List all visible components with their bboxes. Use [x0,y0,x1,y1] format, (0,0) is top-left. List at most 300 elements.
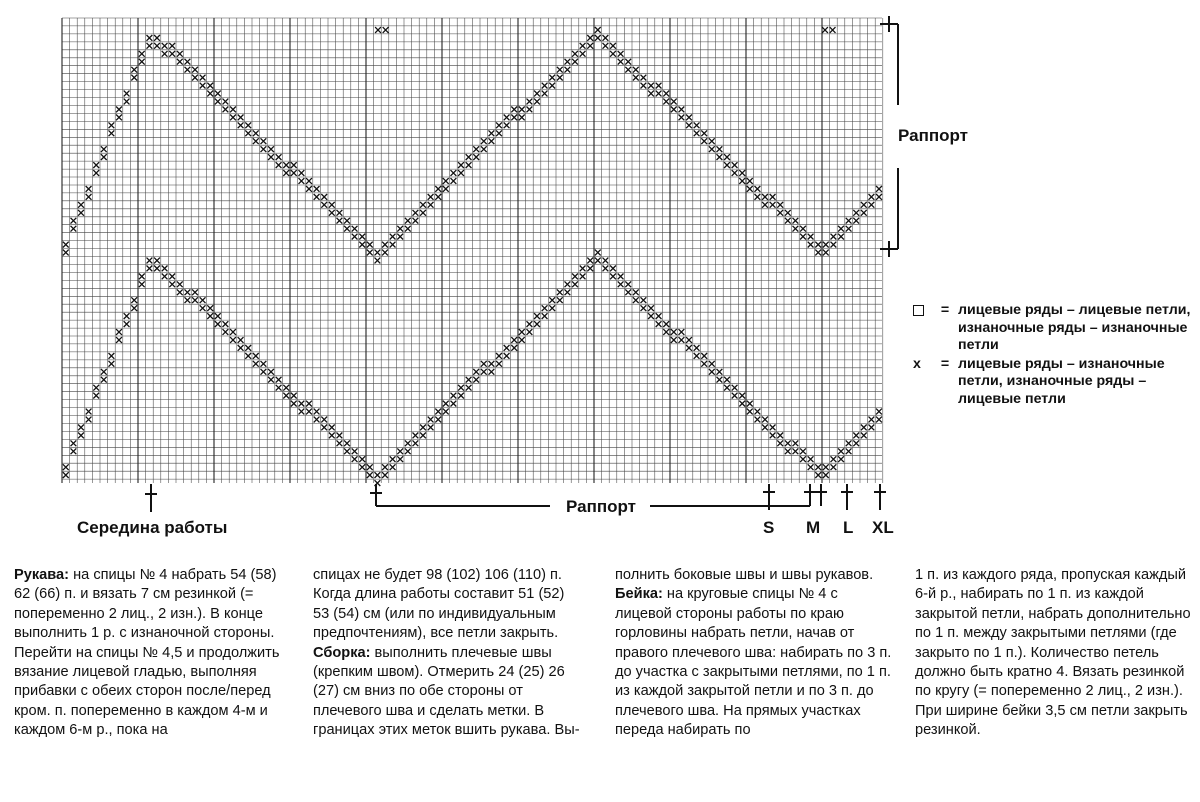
purl-stitch-upper [253,130,259,136]
purl-stitch-lower [192,289,198,295]
purl-stitch-upper [169,43,175,49]
purl-stitch-lower [846,440,852,446]
purl-stitch-lower [329,433,335,439]
purl-stitch-upper [147,35,153,41]
purl-stitch-upper [337,218,343,224]
purl-stitch-lower [291,401,297,407]
purl-stitch-upper [777,210,783,216]
purl-stitch-upper [200,83,206,89]
purl-stitch-lower [78,425,84,431]
purl-stitch-lower [420,425,426,431]
purl-stitch-upper [641,75,647,81]
purl-stitch-upper [93,170,99,176]
purl-stitch-lower [671,329,677,335]
purl-stitch-upper [572,59,578,65]
purl-stitch-upper [63,250,69,256]
purl-stitch-upper [701,138,707,144]
purl-stitch-lower [656,321,662,327]
purl-stitch-lower [109,361,115,367]
purl-stitch-upper [162,43,168,49]
purl-stitch-lower [686,345,692,351]
purl-stitch-upper [71,218,77,224]
purl-stitch-lower [268,377,274,383]
purl-stitch-lower [732,385,738,391]
purl-stitch-lower [245,353,251,359]
purl-stitch-upper [413,218,419,224]
purl-stitch-lower [245,345,251,351]
purl-stitch-upper [466,154,472,160]
section-body: спицах не будет 98 (102) 106 (110) п. Когда длина работы составит 51 (52) 53 (54) см (или по индивидуальным предпочтениям), все петли закрыть. [313,567,565,642]
purl-stitch-lower [648,313,654,319]
purl-stitch-lower [869,417,875,423]
purl-stitch-upper [306,178,312,184]
purl-stitch-lower [131,297,137,303]
purl-stitch-lower [382,472,388,478]
purl-stitch-upper [382,250,388,256]
purl-stitch-upper [565,59,571,65]
purl-stitch-lower [147,258,153,264]
purl-stitch-upper [739,170,745,176]
purl-stitch-upper [245,130,251,136]
purl-stitch-lower [747,409,753,415]
purl-stitch-lower [823,472,829,478]
purl-stitch-lower [382,464,388,470]
purl-stitch-lower [116,337,122,343]
purl-stitch-lower [276,377,282,383]
purl-stitch-lower [724,377,730,383]
purl-stitch-upper [268,146,274,152]
purl-stitch-lower [527,329,533,335]
purl-stitch-upper [603,43,609,49]
purl-stitch-upper [109,122,115,128]
purl-stitch-lower [314,409,320,415]
purl-stitch-lower [458,385,464,391]
purl-stitch-lower [215,313,221,319]
purl-stitch-upper [481,146,487,152]
purl-stitch-lower [595,258,601,264]
purl-stitch-upper [679,107,685,113]
purl-stitch-lower [663,321,669,327]
purl-stitch-lower [397,448,403,454]
purl-stitch-lower [147,266,153,272]
purl-stitch-lower [838,448,844,454]
purl-stitch-upper [443,186,449,192]
purl-stitch-lower [861,433,867,439]
purl-stitch-lower [800,448,806,454]
purl-stitch-upper [283,162,289,168]
purl-stitch-lower [671,337,677,343]
purl-stitch-lower [542,313,548,319]
purl-stitch-upper [306,186,312,192]
purl-stitch-lower [679,337,685,343]
purl-stitch-upper [671,99,677,105]
purl-stitch-upper [846,218,852,224]
purl-stitch-lower [595,250,601,256]
purl-stitch-lower [739,401,745,407]
purl-stitch-lower [451,393,457,399]
purl-stitch-upper [694,122,700,128]
purl-stitch-lower [359,464,365,470]
purl-stitch-upper [230,115,236,121]
purl-stitch-upper [793,218,799,224]
purl-stitch-upper [549,75,555,81]
purl-stitch-upper [215,99,221,105]
purl-stitch-upper [823,242,829,248]
purl-stitch-lower [443,409,449,415]
purl-stitch-lower [755,409,761,415]
purl-stitch-lower [717,377,723,383]
section-heading-neckband: Бейка: [615,586,663,603]
text-column-4 [915,566,1197,741]
purl-stitch-upper [253,138,259,144]
purl-stitch-upper [853,218,859,224]
purl-stitch-lower [808,464,814,470]
purl-stitch-upper [549,83,555,89]
purl-stitch-lower [694,353,700,359]
purl-stitch-upper [876,194,882,200]
purl-stitch-upper [131,67,137,73]
purl-stitch-upper [200,75,206,81]
purl-stitch-upper [618,59,624,65]
purl-stitch-lower [633,297,639,303]
purl-stitch-upper [755,186,761,192]
purl-stitch-upper [633,67,639,73]
purl-stitch-upper [435,186,441,192]
purl-stitch-upper [359,242,365,248]
purl-stitch-lower [131,305,137,311]
purl-stitch-lower [876,417,882,423]
purl-stitch-lower [565,281,571,287]
purl-stitch-upper [124,91,130,97]
purl-stitch-lower [694,345,700,351]
purl-stitch-lower [390,464,396,470]
purl-stitch-upper [838,234,844,240]
square-symbol-icon [913,302,932,355]
purl-stitch-lower [443,401,449,407]
purl-stitch-lower [648,305,654,311]
purl-stitch-upper [177,59,183,65]
purl-stitch-lower [831,456,837,462]
purl-stitch-lower [405,448,411,454]
legend-equals: = [940,355,950,372]
purl-stitch-upper [314,186,320,192]
purl-stitch-lower [557,297,563,303]
legend-text: лицевые ряды – изнаночные петли, изнаночные ряды – лицевые петли [958,355,1165,407]
purl-stitch-lower [238,345,244,351]
section-body: выполнить плечевые швы (крепким швом). Отмерить 24 (25) 26 (27) см вниз по обе стороны от плечевого шва и сделать метки. В границах этих меток вшить рукава. Вы- [313,644,580,739]
purl-stitch-upper [876,186,882,192]
purl-stitch-lower [397,456,403,462]
purl-stitch-lower [815,464,821,470]
purl-stitch-upper [709,138,715,144]
purl-stitch-upper [139,51,145,57]
purl-stitch-lower [230,329,236,335]
purl-stitch-lower [618,274,624,280]
purl-stitch-lower [762,425,768,431]
purl-stitch-upper [375,258,381,264]
purl-stitch-upper [777,202,783,208]
purl-stitch-lower [489,361,495,367]
purl-stitch-lower [344,440,350,446]
purl-stitch-upper [359,234,365,240]
purl-stitch-upper [352,234,358,240]
purl-stitch-lower [610,266,616,272]
purl-stitch-lower [587,266,593,272]
purl-stitch-upper [337,210,343,216]
purl-stitch-upper [861,210,867,216]
purl-stitch-upper [329,210,335,216]
purl-stitch-lower [321,425,327,431]
purl-stitch-upper [724,162,730,168]
purl-stitch-lower [344,448,350,454]
purl-stitch-upper [808,242,814,248]
purl-stitch-lower [420,433,426,439]
purl-stitch-upper [762,194,768,200]
purl-stitch-lower [542,305,548,311]
purl-stitch-upper [511,107,517,113]
purl-stitch-upper [116,115,122,121]
purl-stitch-upper [261,146,267,152]
size-mark-l [841,484,853,510]
purl-stitch-lower [337,440,343,446]
purl-stitch-lower [853,433,859,439]
purl-stitch-upper [367,242,373,248]
purl-stitch-upper [785,210,791,216]
purl-stitch-upper [527,99,533,105]
section-body: полнить боковые швы и швы рукавов. [615,567,874,583]
purl-stitch-upper [755,194,761,200]
purl-stitch-lower [185,289,191,295]
purl-stitch-upper [557,75,563,81]
purl-stitch-lower [565,289,571,295]
purl-stitch-lower [679,329,685,335]
purl-stitch-upper [291,170,297,176]
purl-stitch-upper [397,234,403,240]
purl-stitch-upper [542,83,548,89]
purl-stitch-lower [261,361,267,367]
purl-stitch-upper [853,210,859,216]
purl-stitch-upper [663,91,669,97]
purl-stitch-upper [831,234,837,240]
purl-stitch-upper [473,154,479,160]
legend-equals: = [940,302,950,318]
purl-stitch-lower [519,329,525,335]
purl-stitch-upper [557,67,563,73]
purl-stitch-lower [534,313,540,319]
legend-item-purl [913,356,1198,409]
purl-stitch-upper [603,35,609,41]
purl-stitch-upper [747,178,753,184]
purl-stitch-upper [504,122,510,128]
purl-stitch-upper [420,210,426,216]
purl-stitch-upper [595,27,601,33]
purl-stitch-upper [428,194,434,200]
purl-stitch-upper [245,122,251,128]
purl-stitch-lower [435,417,441,423]
purl-stitch-upper [800,234,806,240]
purl-stitch-lower [777,433,783,439]
purl-stitch-upper [352,226,358,232]
purl-stitch-lower [496,361,502,367]
purl-stitch-lower [739,393,745,399]
raport-label-right: Раппорт [898,126,968,145]
purl-stitch-upper [587,35,593,41]
purl-stitch-lower [390,456,396,462]
purl-stitch-upper [648,83,654,89]
purl-stitch-lower [489,369,495,375]
section-body: на спицы № 4 набрать 54 (58) 62 (66) п. и вязать 7 см резинкой (= попеременно 2 лиц., 2 изн.). В конце выполнить 1 р. с изнаночной стороны. Перейти на спицы № 4,5 и продолжить вязание лицевой гладью, выполняя прибавки с обеих сторон после/перед кром. п. попеременно в каждом 4-м и каждом 6-м р., пока на [14,567,280,739]
purl-stitch-upper [283,170,289,176]
purl-stitch-lower [519,337,525,343]
purl-stitch-upper [101,146,107,152]
purl-stitch-upper [420,202,426,208]
purl-stitch-lower [785,440,791,446]
purl-stitch-upper [78,202,84,208]
purl-stitch-upper [139,59,145,65]
purl-stitch-lower [815,472,821,478]
purl-stitch-upper [648,91,654,97]
purl-stitch-upper [534,91,540,97]
purl-stitch-lower [466,377,472,383]
purl-stitch-lower [261,369,267,375]
purl-stitch-lower [755,417,761,423]
purl-stitch-upper [519,115,525,121]
purl-stitch-upper [428,202,434,208]
purl-stitch-upper [694,130,700,136]
purl-stitch-lower [633,289,639,295]
purl-stitch-lower [838,456,844,462]
purl-stitch-upper [223,99,229,105]
purl-stitch-upper [717,154,723,160]
purl-stitch-upper [63,242,69,248]
purl-stitch-upper [519,107,525,113]
purl-stitch-lower [139,274,145,280]
legend-text: лицевые ряды – лицевые петли, изнаночные ряды – изнаночные петли [958,302,1191,354]
purl-stitch-upper [633,75,639,81]
purl-stitch-upper [185,59,191,65]
section-body: 1 п. из каждого ряда, пропуская каждый 6-й р., набирать по 1 п. из каждой закрытой петли, набрать дополнительно по 1 п. между закрытыми петлями (где закрыто по 1 п.). Количество петель должно быть кратно 4. Вязать резинкой по кругу (= попеременно 2 лиц., 2 изн.). При ширине бейки 3,5 см петли закрыть резинкой. [915,567,1191,739]
purl-stitch-lower [572,274,578,280]
purl-stitch-lower [572,281,578,287]
purl-stitch-upper [435,194,441,200]
purl-stitch-upper [793,226,799,232]
purl-stitch-lower [846,448,852,454]
purl-stitch-upper [785,218,791,224]
purl-stitch-lower [504,353,510,359]
purl-stitch-lower [71,448,77,454]
purl-stitch-upper [321,194,327,200]
purl-stitch-upper [770,194,776,200]
size-label-m: M [806,518,821,537]
purl-stitch-lower [618,281,624,287]
size-mark-xl [874,484,886,510]
purl-stitch-lower [162,274,168,280]
purl-stitch-lower [663,329,669,335]
purl-stitch-lower [116,329,122,335]
purl-stitch-upper [823,250,829,256]
purl-stitch-lower [641,297,647,303]
purl-stitch-lower [306,409,312,415]
purl-stitch-lower [625,281,631,287]
purl-stitch-upper [717,146,723,152]
purl-stitch-lower [367,472,373,478]
purl-stitch-lower [283,393,289,399]
purl-stitch-lower [291,393,297,399]
purl-stitch-lower [534,321,540,327]
purl-stitch-lower [823,464,829,470]
purl-stitch-upper [382,242,388,248]
purl-stitch-upper [709,146,715,152]
purl-stitch-lower [762,417,768,423]
purl-stitch-top-pair [375,27,381,33]
purl-stitch-lower [93,393,99,399]
purl-stitch-lower [177,289,183,295]
purl-stitch-lower [268,369,274,375]
section-heading-assembly: Сборка: [313,644,371,661]
purl-stitch-upper [800,226,806,232]
purl-stitch-upper [732,162,738,168]
purl-stitch-upper [147,43,153,49]
purl-stitch-lower [557,289,563,295]
raport-label-bottom: Раппорт [566,497,636,516]
purl-stitch-lower [192,297,198,303]
purl-stitch-upper [572,51,578,57]
purl-stitch-upper [185,67,191,73]
purl-stitch-lower [124,321,130,327]
purl-stitch-upper [451,178,457,184]
purl-stitch-upper [223,107,229,113]
purl-stitch-lower [154,258,160,264]
purl-stitch-lower [603,258,609,264]
purl-stitch-lower [549,305,555,311]
purl-stitch-lower [777,440,783,446]
purl-stitch-lower [625,289,631,295]
purl-stitch-lower [709,369,715,375]
purl-stitch-upper [101,154,107,160]
purl-stitch-lower [367,464,373,470]
purl-stitch-lower [481,361,487,367]
purl-stitch-upper [276,162,282,168]
purl-stitch-lower [580,266,586,272]
purl-stitch-lower [610,274,616,280]
purl-stitch-upper [656,91,662,97]
purl-stitch-lower [314,417,320,423]
purl-stitch-lower [352,448,358,454]
purl-stitch-upper [299,178,305,184]
purl-stitch-upper [625,67,631,73]
purl-stitch-upper [580,51,586,57]
purl-stitch-lower [238,337,244,343]
purl-stitch-upper [489,130,495,136]
purl-stitch-lower [853,440,859,446]
purl-stitch-upper [261,138,267,144]
purl-stitch-upper [641,83,647,89]
legend [913,302,1198,410]
purl-stitch-lower [162,266,168,272]
purl-stitch-upper [838,226,844,232]
purl-stitch-lower [253,361,259,367]
purl-stitch-upper [534,99,540,105]
purl-stitch-upper [154,35,160,41]
purl-stitch-upper [679,115,685,121]
purl-stitch-lower [785,448,791,454]
purl-stitch-lower [299,401,305,407]
purl-stitch-lower [732,393,738,399]
purl-stitch-upper [732,170,738,176]
section-body: на круговые спицы № 4 с лицевой стороны работы по краю горловины набрать петли, начав от правого плечевого шва: набирать по 3 п. до участка с закрытыми петлями, по 1 п. из каждой закрытой петли и по 3 п. до плечевого шва. На прямых участках переда набирать по [615,586,892,739]
purl-stitch-lower [800,456,806,462]
purl-stitch-upper [481,138,487,144]
